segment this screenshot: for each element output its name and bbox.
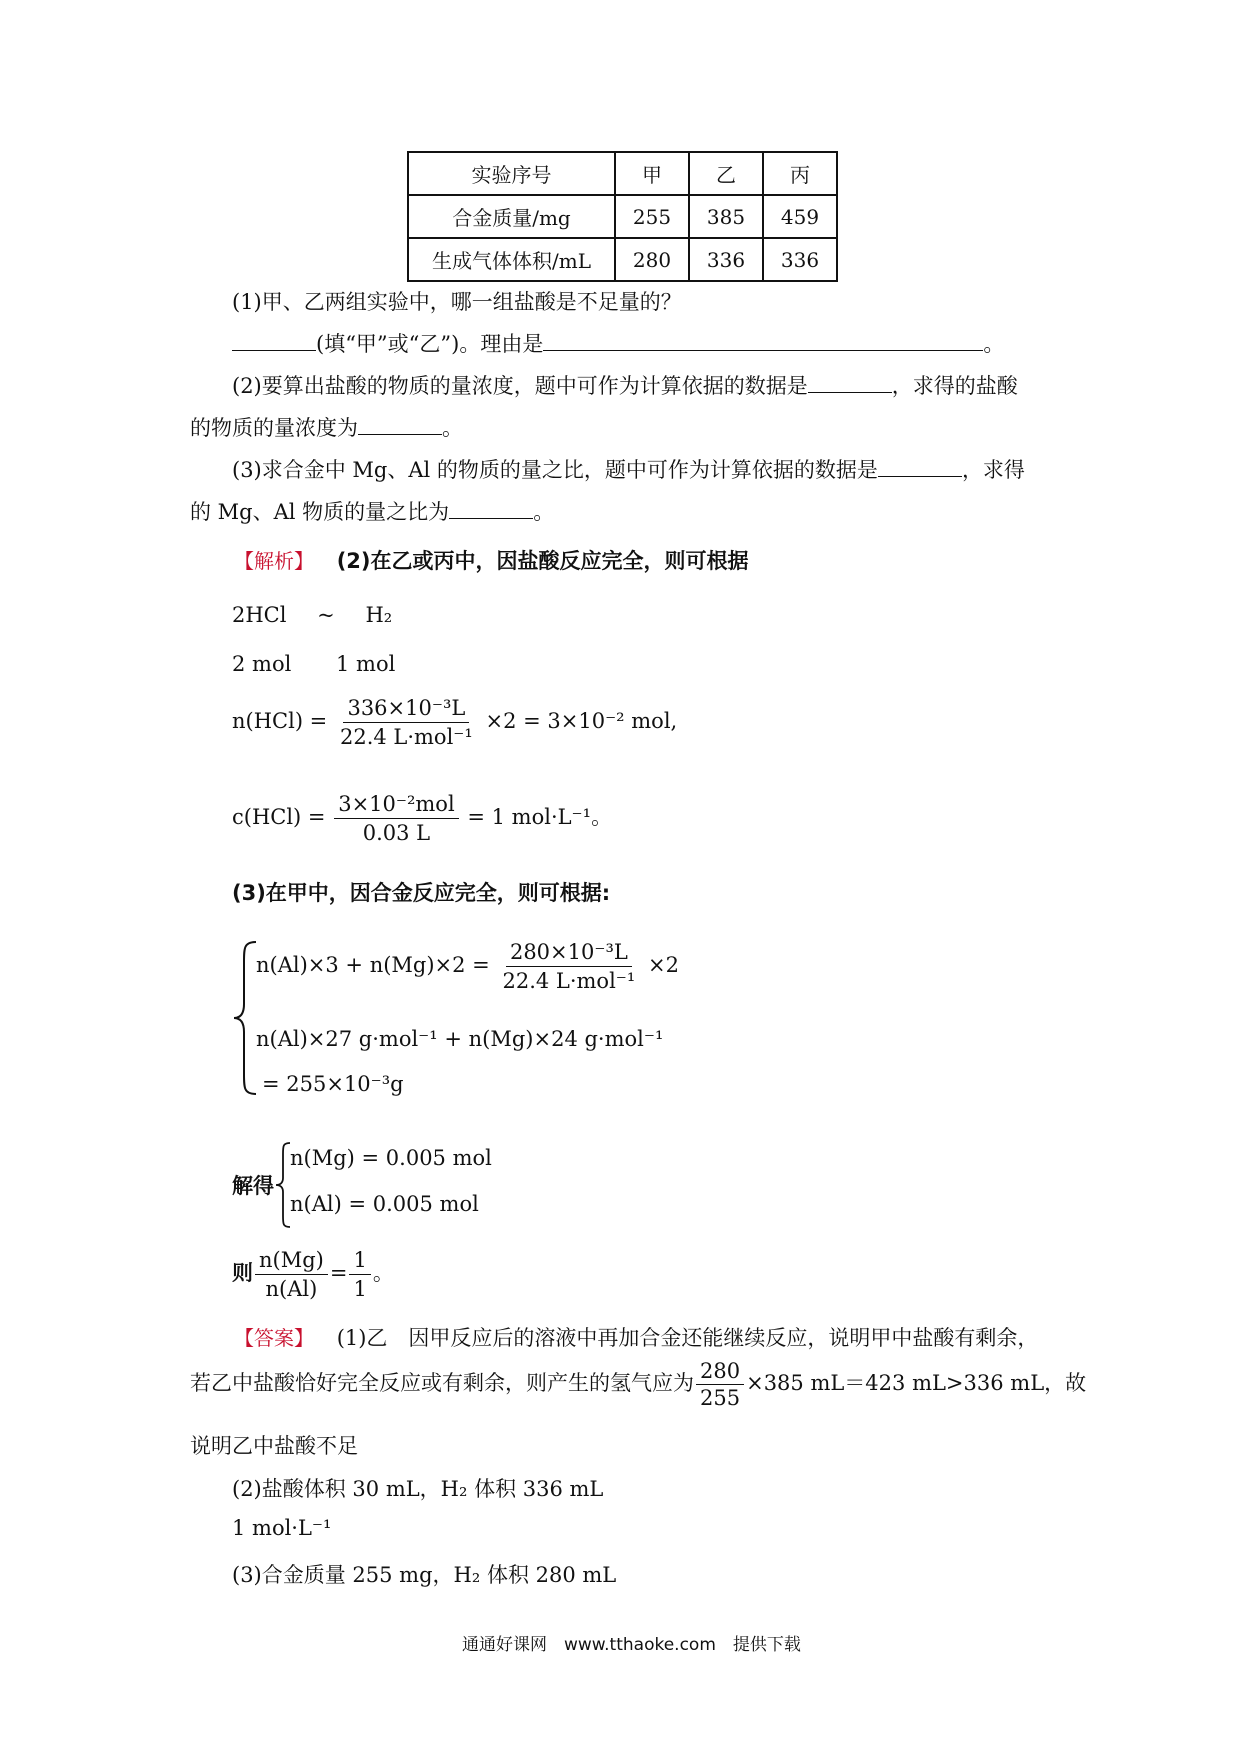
question-1-line-1: (1)甲、乙两组实验中，哪一组盐酸是不足量的？ xyxy=(232,290,682,314)
solve-line-1: n(Mg) = 0.005 mol xyxy=(290,1146,492,1170)
equals-sign: = xyxy=(329,1261,348,1285)
question-3-line-2 xyxy=(190,496,554,526)
fraction-denominator: 22.4 L·mol⁻¹ xyxy=(339,725,473,749)
question-2-line-1 xyxy=(232,370,1018,400)
answer-blank xyxy=(232,332,316,351)
table-header-cell: 乙 xyxy=(689,152,763,195)
fraction xyxy=(255,1248,328,1301)
fraction-numerator: 1 xyxy=(349,1248,370,1275)
table-row xyxy=(408,195,837,238)
mol-left: 2 mol xyxy=(232,652,292,676)
formula-lhs: n(Al)×3 + n(Mg)×2 = xyxy=(256,953,490,977)
n-hcl-formula xyxy=(232,696,677,749)
question-text: 。 xyxy=(983,332,1005,356)
eq-tilde: ~ xyxy=(317,603,335,627)
formula-rhs: ×2 xyxy=(648,953,679,977)
analysis-heading xyxy=(234,545,749,575)
question-text: 的物质的量浓度为 xyxy=(190,416,358,440)
question-text: 。 xyxy=(533,500,555,524)
table-header-cell: 丙 xyxy=(763,152,837,195)
fraction xyxy=(498,940,639,993)
system-line-3: = 255×10⁻³g xyxy=(262,1072,404,1096)
fraction-numerator: 3×10⁻²mol xyxy=(334,792,458,819)
fraction-numerator: n(Mg) xyxy=(255,1248,328,1275)
table-cell: 255 xyxy=(615,195,689,238)
answer-text: ×385 mL＝423 mL>336 mL，故 xyxy=(746,1371,1087,1395)
answer-tag: 【答案】 xyxy=(234,1326,314,1350)
answer-3-line-1: (3)合金质量 255 mg，H₂ 体积 280 mL xyxy=(232,1563,617,1587)
solve-label: 解得 xyxy=(232,1174,274,1198)
formula-lhs: c(HCl) = xyxy=(232,805,326,829)
answer-2-line-2: 1 mol·L⁻¹ xyxy=(232,1516,332,1540)
fraction xyxy=(349,1248,370,1301)
answer-line-2 xyxy=(190,1360,1086,1409)
table-header-row xyxy=(408,152,837,195)
answer-blank xyxy=(358,416,442,435)
answer-blank xyxy=(808,374,892,393)
ratio-end: 。 xyxy=(372,1261,394,1285)
table-row xyxy=(408,238,837,281)
table-cell: 336 xyxy=(763,238,837,281)
ratio-label: 则 xyxy=(232,1261,253,1285)
fraction xyxy=(334,792,458,845)
table-cell: 280 xyxy=(615,238,689,281)
question-1-line-2 xyxy=(232,328,1004,358)
system-line-2: n(Al)×27 g·mol⁻¹ + n(Mg)×24 g·mol⁻¹ xyxy=(256,1027,664,1051)
ratio-formula xyxy=(232,1248,394,1301)
analysis-tag: 【解析】 xyxy=(234,549,314,573)
question-text: ，求得 xyxy=(961,458,1025,482)
system-line-1 xyxy=(256,940,679,993)
fraction-denominator: 0.03 L xyxy=(362,821,431,845)
question-text: ，求得的盐酸 xyxy=(891,374,1018,398)
table-header-cell: 实验序号 xyxy=(408,152,615,195)
answer-line-3: 说明乙中盐酸不足 xyxy=(190,1434,358,1458)
question-text: 。 xyxy=(442,416,463,440)
question-3-line-1 xyxy=(232,454,1025,484)
experiment-table xyxy=(407,151,838,282)
answer-text: 若乙中盐酸恰好完全反应或有剩余，则产生的氢气应为 xyxy=(190,1371,694,1395)
solve-line-2: n(Al) = 0.005 mol xyxy=(290,1192,479,1216)
eq-left: 2HCl xyxy=(232,603,287,627)
fraction-denominator: n(Al) xyxy=(265,1277,318,1301)
fraction xyxy=(336,696,477,749)
fraction-numerator: 280×10⁻³L xyxy=(506,940,632,967)
mol-line xyxy=(232,652,395,676)
question-text: (填“甲”或“乙”)。理由是 xyxy=(316,332,544,356)
table-cell: 合金质量/mg xyxy=(408,195,615,238)
footer-text: 通通好课网 www.tthaoke.com 提供下载 xyxy=(462,1635,801,1655)
equation-line xyxy=(232,603,392,627)
fraction-numerator: 280 xyxy=(696,1360,744,1385)
answer-blank xyxy=(878,458,962,477)
part-3-intro: (3)在甲中，因合金反应完全，则可根据: xyxy=(232,881,611,905)
table-cell: 385 xyxy=(689,195,763,238)
question-text: 的 Mg、Al 物质的量之比为 xyxy=(190,500,450,524)
fraction xyxy=(696,1360,744,1409)
table-header-cell: 甲 xyxy=(615,152,689,195)
table-cell: 336 xyxy=(689,238,763,281)
fraction-denominator: 1 xyxy=(353,1277,367,1301)
formula-rhs: ×2 = 3×10⁻² mol, xyxy=(485,709,678,733)
answer-2-line-1: (2)盐酸体积 30 mL，H₂ 体积 336 mL xyxy=(232,1477,604,1501)
fraction-denominator: 22.4 L·mol⁻¹ xyxy=(502,969,636,993)
analysis-intro: (2)在乙或丙中，因盐酸反应完全，则可根据 xyxy=(336,549,749,573)
question-2-line-2 xyxy=(190,412,463,442)
question-text: (2)要算出盐酸的物质的量浓度，题中可作为计算依据的数据是 xyxy=(232,374,808,398)
eq-right: H₂ xyxy=(365,603,393,627)
mol-right: 1 mol xyxy=(336,652,396,676)
table-cell: 生成气体体积/mL xyxy=(408,238,615,281)
formula-lhs: n(HCl) = xyxy=(232,709,328,733)
answer-text: (1)乙 因甲反应后的溶液中再加合金还能继续反应，说明甲中盐酸有剩余， xyxy=(336,1326,1039,1350)
question-text: (3)求合金中 Mg、Al 的物质的量之比，题中可作为计算依据的数据是 xyxy=(232,458,878,482)
fraction-numerator: 336×10⁻³L xyxy=(343,696,469,723)
answer-blank xyxy=(449,500,533,519)
formula-rhs: = 1 mol·L⁻¹。 xyxy=(467,805,613,829)
c-hcl-formula xyxy=(232,792,612,845)
answer-line-1 xyxy=(234,1322,1038,1352)
table-cell: 459 xyxy=(763,195,837,238)
fraction-denominator: 255 xyxy=(700,1386,741,1410)
answer-blank xyxy=(543,332,983,351)
